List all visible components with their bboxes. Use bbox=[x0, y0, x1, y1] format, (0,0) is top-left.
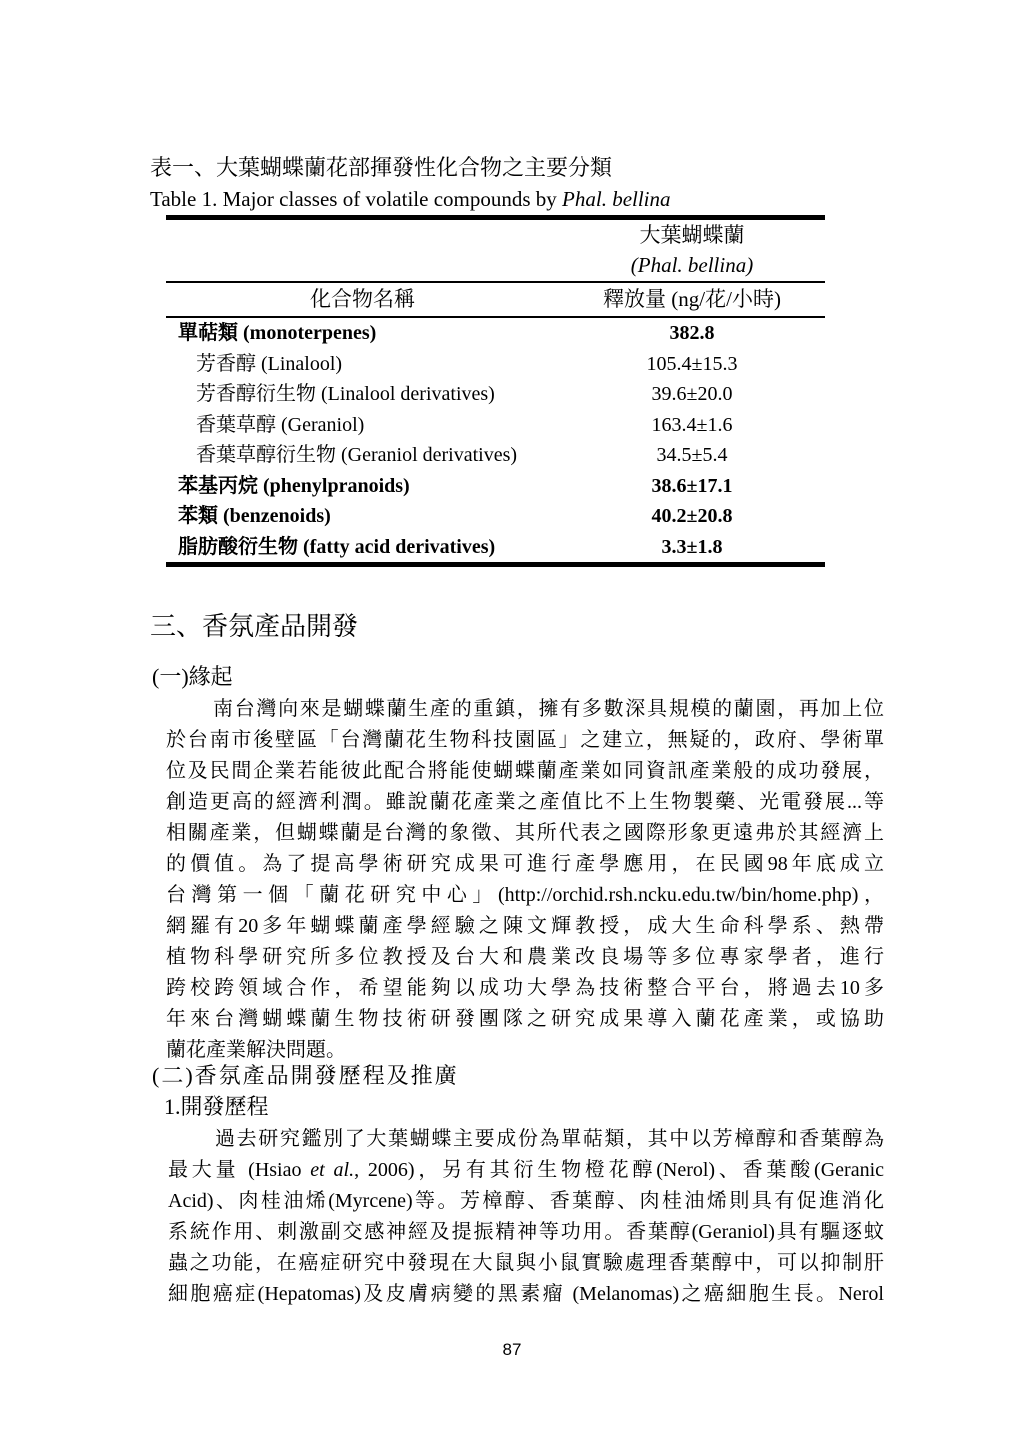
row-compound: 苯基丙烷 (phenylpranoids) bbox=[178, 474, 410, 497]
paragraph-line: 創造更高的經濟利潤。雖說蘭花產業之產值比不上生物製藥、光電發展...等 bbox=[166, 791, 884, 813]
row-value: 3.3±1.8 bbox=[661, 535, 723, 558]
group-header-cell bbox=[559, 220, 825, 281]
row-value: 163.4±1.6 bbox=[651, 413, 733, 436]
table-row bbox=[166, 471, 825, 502]
group-header-subtitle: (Phal. bellina) bbox=[630, 253, 754, 277]
row-compound: 香葉草醇衍生物 (Geraniol derivatives) bbox=[196, 444, 518, 466]
table-caption-en-text: Table 1. Major classes of volatile compounds by bbox=[150, 187, 563, 211]
paragraph-line: 系統作用、刺激副交感神經及提振精神等功用。香葉醇(Geraniol)具有驅逐蚊 bbox=[168, 1221, 884, 1243]
compound-table bbox=[166, 215, 825, 567]
table-row bbox=[166, 379, 825, 410]
line-segment: 最大量 (Hsiao bbox=[168, 1159, 311, 1181]
column-header-emission: 釋放量 (ng/花/小時) bbox=[603, 287, 781, 311]
subsection-1-label: (一)緣起 bbox=[152, 664, 233, 689]
row-value: 382.8 bbox=[669, 322, 715, 344]
group-header-empty-cell bbox=[166, 220, 559, 281]
paragraph-line: 相關產業，但蝴蝶蘭是台灣的象徵、其所代表之國際形象更遠弗於其經濟上 bbox=[166, 822, 884, 844]
table-row bbox=[166, 410, 825, 441]
row-compound: 芳香醇 (Linalool) bbox=[196, 352, 343, 375]
paragraph-development bbox=[168, 1124, 884, 1310]
row-compound: 芳香醇衍生物 (Linalool derivatives) bbox=[196, 383, 495, 405]
row-value: 105.4±15.3 bbox=[646, 352, 738, 375]
species-name-italic: Phal. bellina bbox=[562, 187, 671, 211]
paragraph-origin bbox=[166, 694, 884, 1066]
paragraph-line: 植物科學研究所多位教授及台大和農業改良場等多位專家學者，進行 bbox=[166, 946, 884, 968]
paragraph-line: 南台灣向來是蝴蝶蘭生產的重鎮，擁有多數深具規模的蘭園，再加上位 bbox=[213, 698, 884, 720]
paragraph-line: 細胞癌症(Hepatomas)及皮膚病變的黑素瘤 (Melanomas)之癌細胞生長。Nerol bbox=[168, 1283, 884, 1305]
row-value: 34.5±5.4 bbox=[656, 444, 728, 466]
table-row bbox=[166, 440, 825, 471]
table-caption-zh: 表一、大葉蝴蝶蘭花部揮發性化合物之主要分類 bbox=[150, 155, 613, 180]
table-group-header-row bbox=[166, 220, 825, 281]
et-al-italic: et al. bbox=[310, 1159, 355, 1181]
paragraph-line: 年來台灣蝴蝶蘭生物技術研發團隊之研究成果導入蘭花產業，或協助 bbox=[166, 1008, 884, 1030]
line-segment: , 2006)，另有其衍生物橙花醇(Nerol)、香葉酸(Geranic bbox=[354, 1159, 885, 1181]
table-bottom-rule bbox=[166, 562, 825, 567]
table-row bbox=[166, 349, 825, 380]
column-header-compound: 化合物名稱 bbox=[310, 287, 415, 311]
row-compound: 單萜類 (monoterpenes) bbox=[178, 322, 377, 344]
subsection-2-item-1: 1.開發歷程 bbox=[164, 1094, 269, 1119]
paragraph-line: 台灣第一個「蘭花研究中心」(http://orchid.rsh.ncku.edu.tw/bin/home.php)， bbox=[166, 884, 884, 906]
table-caption-en bbox=[150, 187, 671, 212]
paragraph-line: Acid)、肉桂油烯(Myrcene)等。芳樟醇、香葉醇、肉桂油烯則具有促進消化 bbox=[168, 1190, 884, 1212]
table-row bbox=[166, 501, 825, 532]
paragraph-line: 蘭花產業解決問題。 bbox=[166, 1039, 346, 1061]
row-compound: 脂肪酸衍生物 (fatty acid derivatives) bbox=[178, 535, 496, 558]
row-compound: 苯類 (benzenoids) bbox=[178, 505, 331, 527]
paragraph-line: 蟲之功能，在癌症研究中發現在大鼠與小鼠實驗處理香葉醇中，可以抑制肝 bbox=[168, 1252, 884, 1274]
section-heading: 三、香氛產品開發 bbox=[150, 612, 359, 641]
subsection-2-label: (二)香氛產品開發歷程及推廣 bbox=[152, 1063, 459, 1088]
row-value: 39.6±20.0 bbox=[651, 383, 733, 405]
paragraph-line: 位及民間企業若能彼此配合將能使蝴蝶蘭產業如同資訊產業般的成功發展， bbox=[166, 760, 884, 782]
paragraph-line: 網羅有20多年蝴蝶蘭產學經驗之陳文輝教授，成大生命科學系、熱帶 bbox=[166, 915, 884, 937]
paragraph-line bbox=[168, 1155, 884, 1186]
group-header-title: 大葉蝴蝶蘭 bbox=[639, 223, 745, 247]
table-column-header-row bbox=[166, 283, 825, 316]
paragraph-line: 的價值。為了提高學術研究成果可進行產學應用，在民國98年底成立 bbox=[166, 853, 884, 875]
paragraph-line: 過去研究鑑別了大葉蝴蝶主要成份為單萜類，其中以芳樟醇和香葉醇為 bbox=[215, 1128, 884, 1150]
page-number: 87 bbox=[502, 1340, 522, 1359]
row-value: 40.2±20.8 bbox=[651, 505, 733, 527]
table-row bbox=[166, 318, 825, 349]
table-row bbox=[166, 532, 825, 563]
row-compound: 香葉草醇 (Geraniol) bbox=[196, 413, 365, 436]
paragraph-line: 跨校跨領域合作，希望能夠以成功大學為技術整合平台，將過去10多 bbox=[166, 977, 884, 999]
row-value: 38.6±17.1 bbox=[651, 474, 733, 497]
paragraph-line: 於台南市後壁區「台灣蘭花生物科技園區」之建立，無疑的，政府、學術單 bbox=[166, 729, 884, 751]
